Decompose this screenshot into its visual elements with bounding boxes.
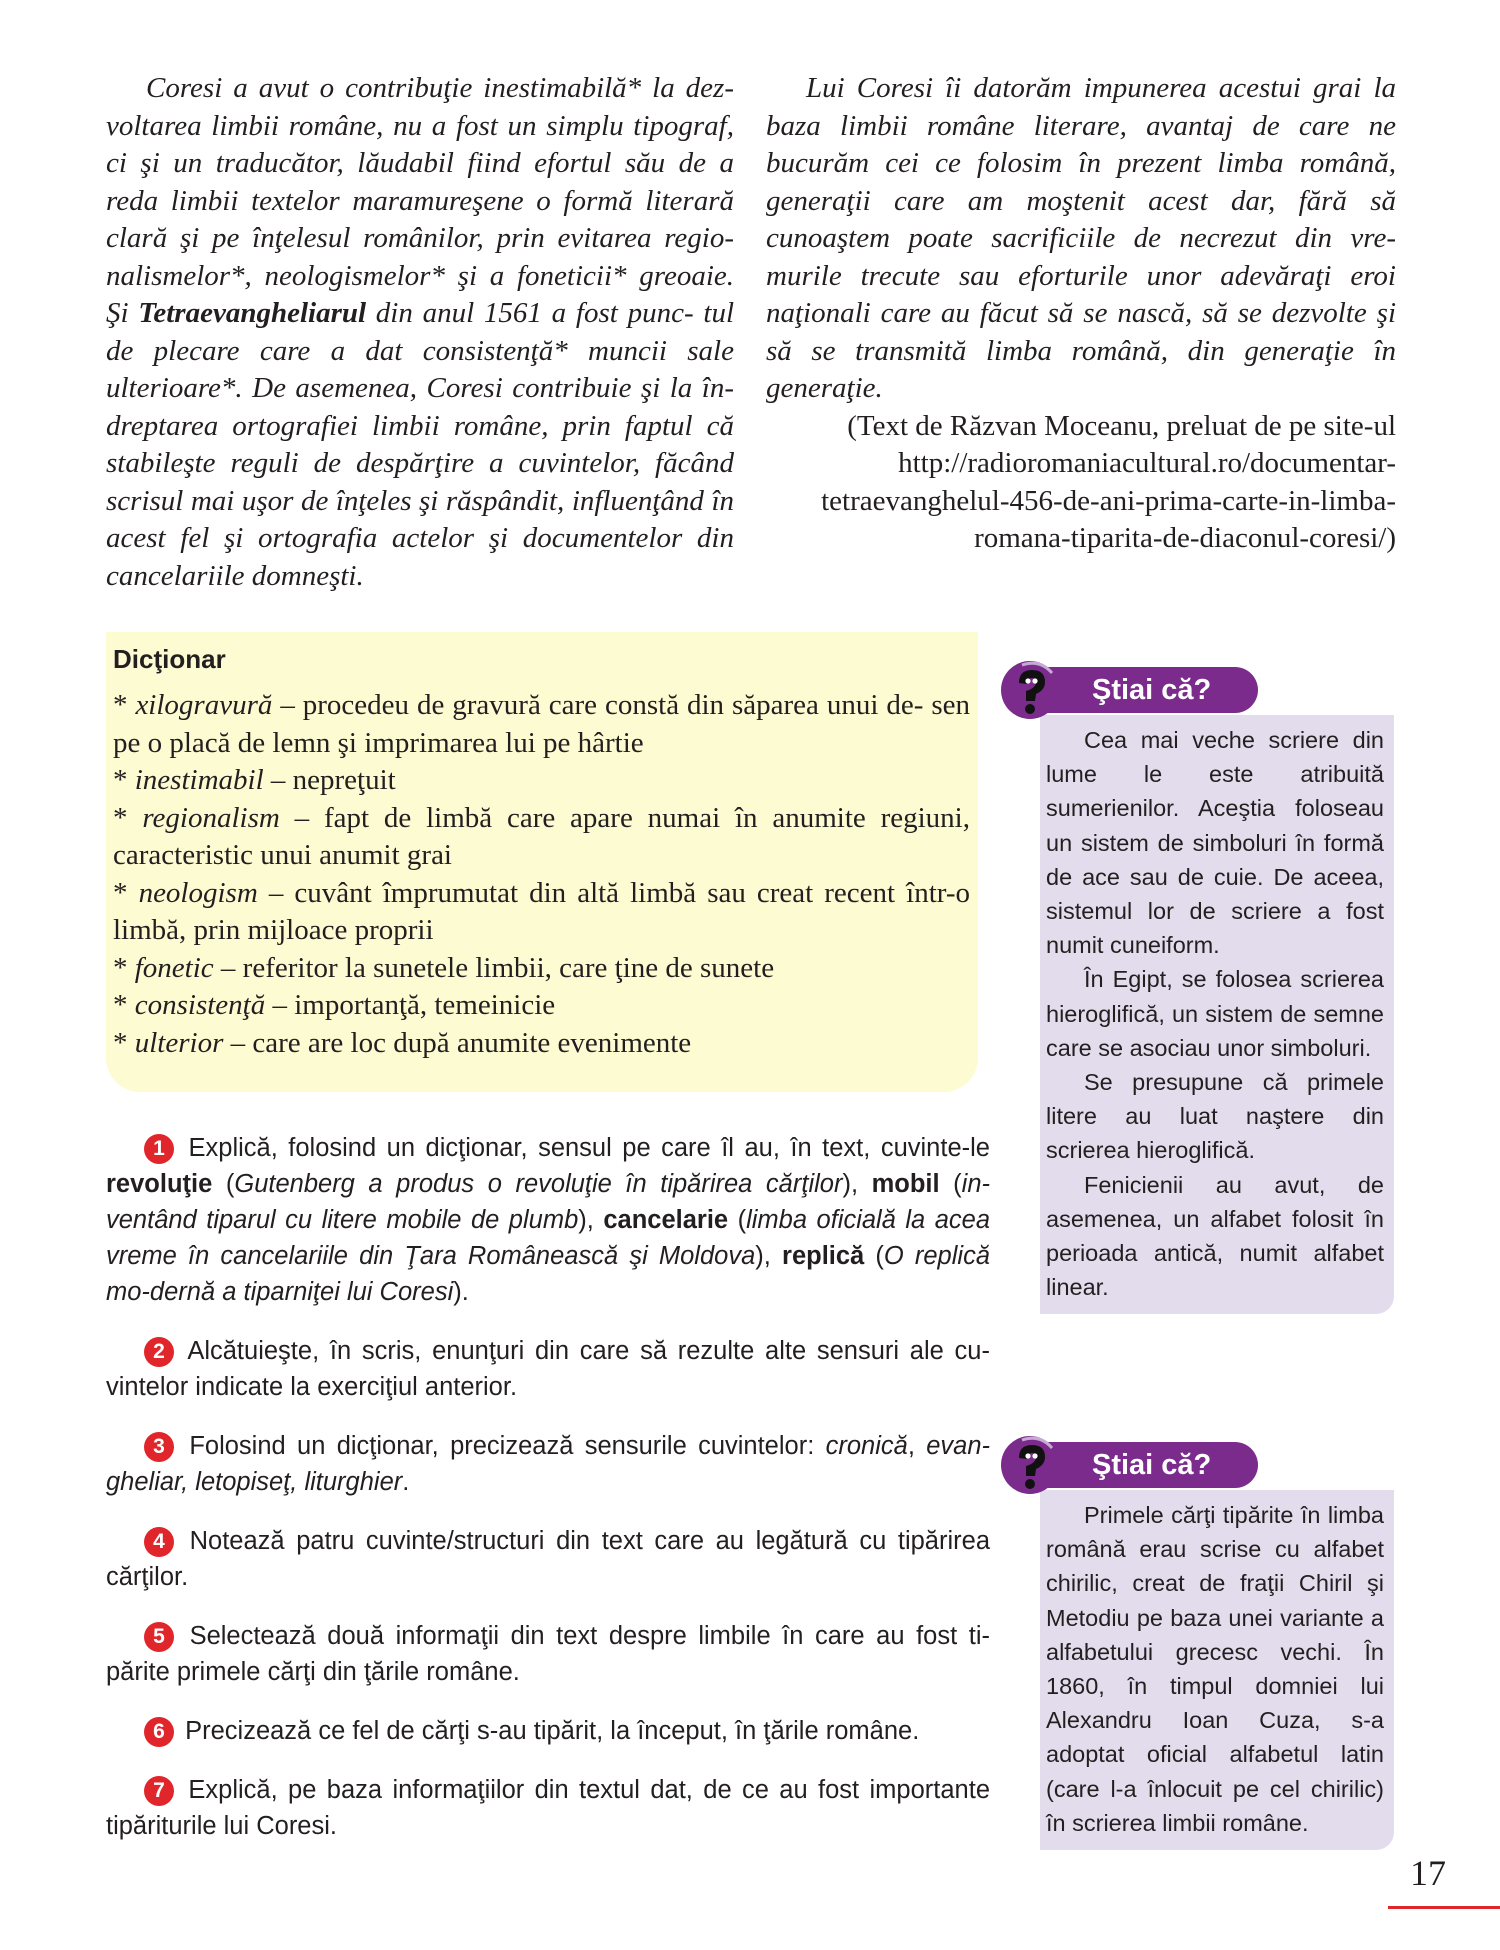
did-you-know-title: Ştiai că? — [1092, 674, 1212, 706]
dictionary-term: inestimabil — [134, 764, 264, 796]
question-mark-icon — [1000, 1432, 1064, 1496]
exercise-number-badge: 2 — [144, 1337, 174, 1367]
dictionary-term: fonetic — [134, 951, 214, 984]
source-url-line[interactable]: tetraevanghelul-456-de-ani-prima-carte-in-limba- — [821, 484, 1396, 517]
dictionary-title: Dicţionar — [113, 644, 226, 674]
exercise-number-badge: 1 — [144, 1134, 174, 1164]
did-you-know-body: Primele cărţi tipărite în limba română erau scrise cu alfabet chirilic, creat de fraţii Chiril şi Metodiu pe baza unei variante a alfabetului grecesc vechi. În 1860, în timpul domniei lui Alexandru Ioan Cuza, s-a adoptat oficial alfabetul latin (care l-a înlocuit pe cel chirilic) în scrierea limbii române. — [1040, 1490, 1394, 1850]
page-number-rule — [1388, 1906, 1500, 1909]
exercise-5: 5 Selectează două informaţii din text despre limbile în care au fost ti-părite primele cărţi din ţările române. — [106, 1622, 990, 1686]
did-you-know-box-2 — [1000, 1432, 1394, 1850]
did-you-know-body: Cea mai veche scriere din lume le este atribuită sumerienilor. Aceştia foloseau un sistem de simboluri în formă de ace sau de cuie. De aceea, sistemul lor de scriere a fost numit cuneiform. În Egipt, se folosea scrierea hieroglifică, un sistem de semne care se asociau unor simboluri. Se presupune că primele litere au luat naştere din scrierea hieroglifică. Fenicienii au avut, de asemenea, un alfabet folosit în perioada antică, numit alfabet linear. — [1040, 715, 1394, 1314]
exercise-4: 4 Notează patru cuvinte/structuri din text care au legătură cu tipărirea cărţilor. — [106, 1527, 990, 1591]
dictionary-entry: * consistenţă – importanţă, temeinicie — [113, 989, 556, 1021]
exercise-7: 7 Explică, pe baza informaţiilor din textul dat, de ce au fost importante tipăriturile lui Coresi. — [106, 1776, 990, 1840]
dictionary-entry: * neologism – cuvânt împrumutat din altă limbă sau creat recent într-o limbă, prin mijloace proprii — [113, 876, 971, 946]
exercise-number-badge: 4 — [144, 1527, 174, 1557]
dictionary-definition: – referitor la sunetele limbii, care ţine de sunete — [213, 951, 775, 984]
main-text-left-column — [106, 70, 734, 595]
dictionary-definition: caracteristic unui anumit grai — [113, 839, 452, 871]
dictionary-definition: – fapt de limbă care apare numai în anumite regiuni, — [279, 801, 970, 834]
dictionary-definition: sen pe o placă de lemn şi imprimarea lui pe hârtie — [113, 689, 970, 759]
dictionary-entry: * xilogravură – procedeu de gravură care constă din săparea unui de- sen pe o placă de lemn şi imprimarea lui pe hârtie — [113, 689, 970, 759]
exercise-number-badge: 3 — [144, 1432, 174, 1462]
source-url-line[interactable]: romana-tiparita-de-diaconul-coresi/) — [974, 522, 1396, 554]
did-you-know-title: Ştiai că? — [1092, 1449, 1212, 1481]
dictionary-definition: – nepreţuit — [263, 764, 396, 796]
dictionary-term: consistenţă — [134, 989, 266, 1021]
dictionary-entry: * fonetic – referitor la sunetele limbii, care ţine de sunete — [113, 951, 775, 984]
dictionary-definition: – cuvânt împrumutat din altă limbă sau creat recent într-o — [257, 876, 971, 909]
dictionary-term: regionalism — [142, 801, 280, 834]
dictionary-term: xilogravură — [135, 689, 273, 721]
page-number: 17 — [1410, 1853, 1446, 1893]
main-text-right-column — [766, 70, 1396, 558]
dictionary-entries — [113, 687, 970, 1062]
source-line: (Text de Răzvan Moceanu, preluat de pe site-ul — [847, 409, 1396, 442]
exercise-list — [106, 1130, 990, 1867]
dictionary-entry: * ulterior – care are loc după anumite evenimente — [113, 1026, 692, 1059]
dictionary-term: ulterior — [134, 1026, 224, 1059]
dictionary-definition: limbă, prin mijloace proprii — [113, 914, 434, 946]
exercise-number-badge: 7 — [144, 1776, 174, 1806]
did-you-know-box-1 — [1000, 657, 1394, 1314]
did-you-know-header — [1000, 657, 1394, 715]
paragraph-coresi-contribution: Coresi a avut o contribuţie inestimabilă* la dez- voltarea limbii române, nu a fost un simplu tipograf, ci şi un traducător, lăudabil fiind efortul său de a reda limbii textelor maramureşene o formă literară clară şi pe înţelesul românilor, prin evitarea regio- nalismelor*, neologismelor* şi a foneticii* greoaie. Şi Tetraevangheliarul din anul 1561 a fost punc- tul de plecare care a dat consistenţă* muncii sale ulterioare*. De asemenea, Coresi contribuie şi la în- dreptarea ortografiei limbii române, prin faptul că stabileşte reguli de despărţire a cuvintelor, făcând scrisul mai uşor de înţeles şi răspândit, influenţând în acest fel şi ortografia actelor şi documentelor din cancelariile domneşti. — [106, 72, 735, 592]
dictionary-entry: * inestimabil – nepreţuit — [113, 764, 396, 796]
dictionary-entry: * regionalism – fapt de limbă care apare numai în anumite regiuni, caracteristic unui anumit grai — [113, 801, 970, 871]
dictionary-box — [106, 632, 978, 1092]
question-mark-icon — [1000, 657, 1064, 721]
did-you-know-header — [1000, 1432, 1394, 1490]
dictionary-definition: – procedeu de gravură care constă din săparea unui de- — [272, 689, 924, 721]
exercise-3: 3 Folosind un dicţionar, precizează sensurile cuvintelor: cronică, evan-gheliar, letopiseţ, liturghier. — [106, 1432, 991, 1496]
paragraph-coresi-legacy: Lui Coresi îi datorăm impunerea acestui grai la baza limbii române literare, avantaj de care ne bucurăm cei ce folosim în prezent limba română, generaţii care am moştenit acest dar, fără să cunoaştem poate sacrificiile de necrezut din vre- murile trecute sau eforturile unor adevăraţi eroi naţionali care au făcut să se nască, să se dezvolte şi să se transmită limba română, din generaţie în generaţie. — [766, 72, 1396, 404]
exercise-2: 2 Alcătuieşte, în scris, enunţuri din care să rezulte alte sensuri ale cu-vintelor indicate la exerciţiul anterior. — [106, 1337, 990, 1401]
exercise-number-badge: 5 — [144, 1622, 174, 1652]
dictionary-term: neologism — [138, 876, 258, 909]
exercise-number-badge: 6 — [144, 1717, 174, 1747]
dictionary-definition: – care are loc după anumite evenimente — [223, 1026, 692, 1059]
source-citation — [766, 408, 1396, 558]
bold-tetraevangheliarul: Tetraevangheliarul — [138, 297, 367, 329]
dictionary-definition: – importanţă, temeinicie — [265, 989, 556, 1021]
source-url-line[interactable]: http://radioromaniacultural.ro/documentar- — [898, 447, 1396, 479]
exercise-1: 1 Explică, folosind un dicţionar, sensul pe care îl au, în text, cuvinte-le revoluţie (Gutenberg a produs o revoluţie în tipărirea cărţilor), mobil (in-ventând tiparul cu litere mobile de plumb), cancelarie (limba oficială la acea vreme în cancelariile din Ţara Românească şi Moldova), replică (O replică mo-dernă a tiparniţei lui Coresi). — [106, 1134, 991, 1306]
exercise-6: 6 Precizează ce fel de cărţi s-au tipărit, la început, în ţările române. — [106, 1713, 990, 1749]
